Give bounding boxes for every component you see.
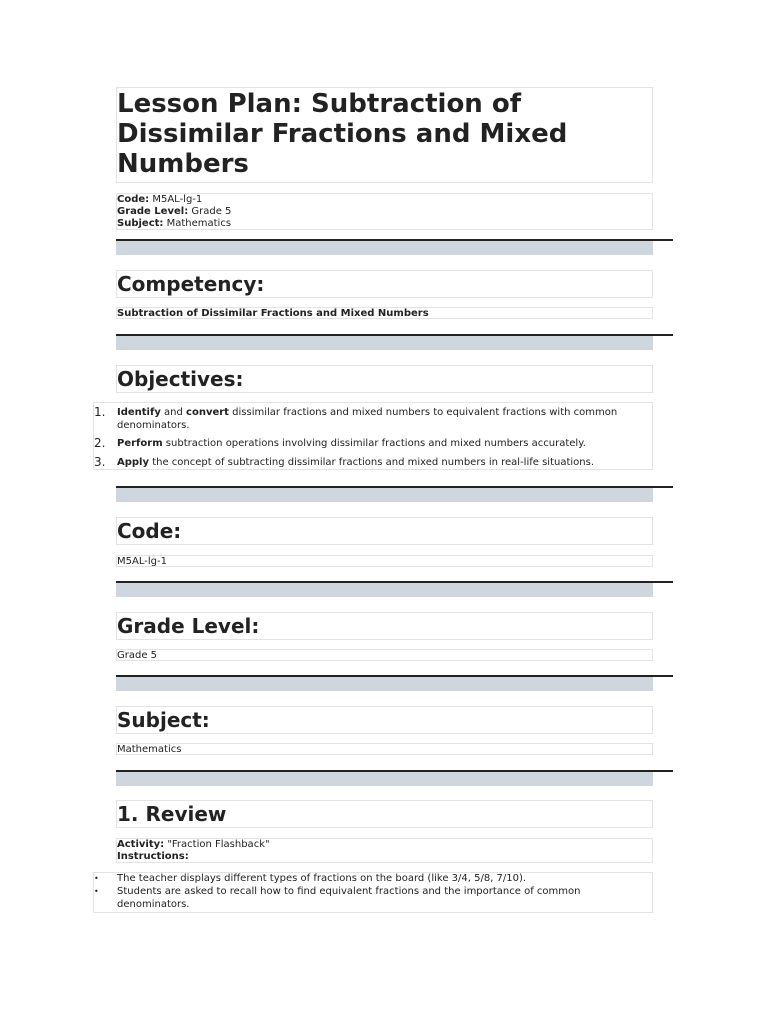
code-heading: Code:	[116, 517, 653, 545]
grade-value: Grade 5	[191, 206, 232, 217]
code-text: M5AL-lg-1	[116, 555, 653, 567]
bullet-icon: •	[94, 874, 99, 883]
title-line-2: Dissimilar Fractions and Mixed	[117, 119, 568, 149]
bullet-icon: •	[94, 887, 99, 896]
objective-text: Perform subtraction operations involving dissimilar fractions and mixed numbers accurately.	[117, 438, 586, 449]
review-activity	[116, 838, 653, 863]
objective-text: Identify and convert dissimilar fractions and mixed numbers to equivalent fractions with common denominators.	[117, 407, 618, 431]
code-value: M5AL-lg-1	[152, 194, 203, 205]
meta-block	[116, 193, 653, 230]
divider-band	[116, 488, 653, 502]
competency-heading: Competency:	[116, 270, 653, 298]
grade-label: Grade Level:	[117, 206, 189, 217]
activity-label: Activity:	[117, 839, 165, 850]
subject-text: Mathematics	[116, 743, 653, 755]
code-label: Code:	[117, 194, 150, 205]
objectives-heading: Objectives:	[116, 365, 653, 393]
review-heading: 1. Review	[116, 800, 653, 828]
competency-text: Subtraction of Dissimilar Fractions and Mixed Numbers	[116, 307, 653, 319]
title-line-1: Lesson Plan: Subtraction of	[117, 89, 522, 119]
subject-label: Subject:	[117, 218, 164, 229]
grade-text: Grade 5	[116, 649, 653, 661]
divider-band	[116, 772, 653, 786]
activity-value: "Fraction Flashback"	[167, 839, 270, 850]
instructions-label: Instructions:	[117, 851, 189, 862]
subject-heading: Subject:	[116, 706, 653, 734]
grade-heading: Grade Level:	[116, 612, 653, 640]
divider-band	[116, 336, 653, 350]
list-item-text: Students are asked to recall how to find equivalent fractions and the importance of common	[117, 886, 581, 897]
objectives-list	[93, 402, 653, 470]
divider-band	[116, 583, 653, 597]
divider-band	[116, 677, 653, 691]
review-bullet-list	[93, 872, 653, 913]
title-line-3: Numbers	[117, 149, 249, 179]
objective-number: 3.	[94, 455, 106, 469]
objective-text: Apply the concept of subtracting dissimilar fractions and mixed numbers in real-life situations.	[117, 457, 595, 468]
list-item-text: The teacher displays different types of fractions on the board (like 3/4, 5/8, 7/10).	[117, 873, 527, 884]
objective-number: 2.	[94, 436, 106, 450]
objective-number: 1.	[94, 405, 106, 419]
subject-value: Mathematics	[166, 218, 232, 229]
list-item-text: denominators.	[117, 899, 190, 910]
divider-band	[116, 241, 653, 255]
page-title	[116, 87, 653, 183]
